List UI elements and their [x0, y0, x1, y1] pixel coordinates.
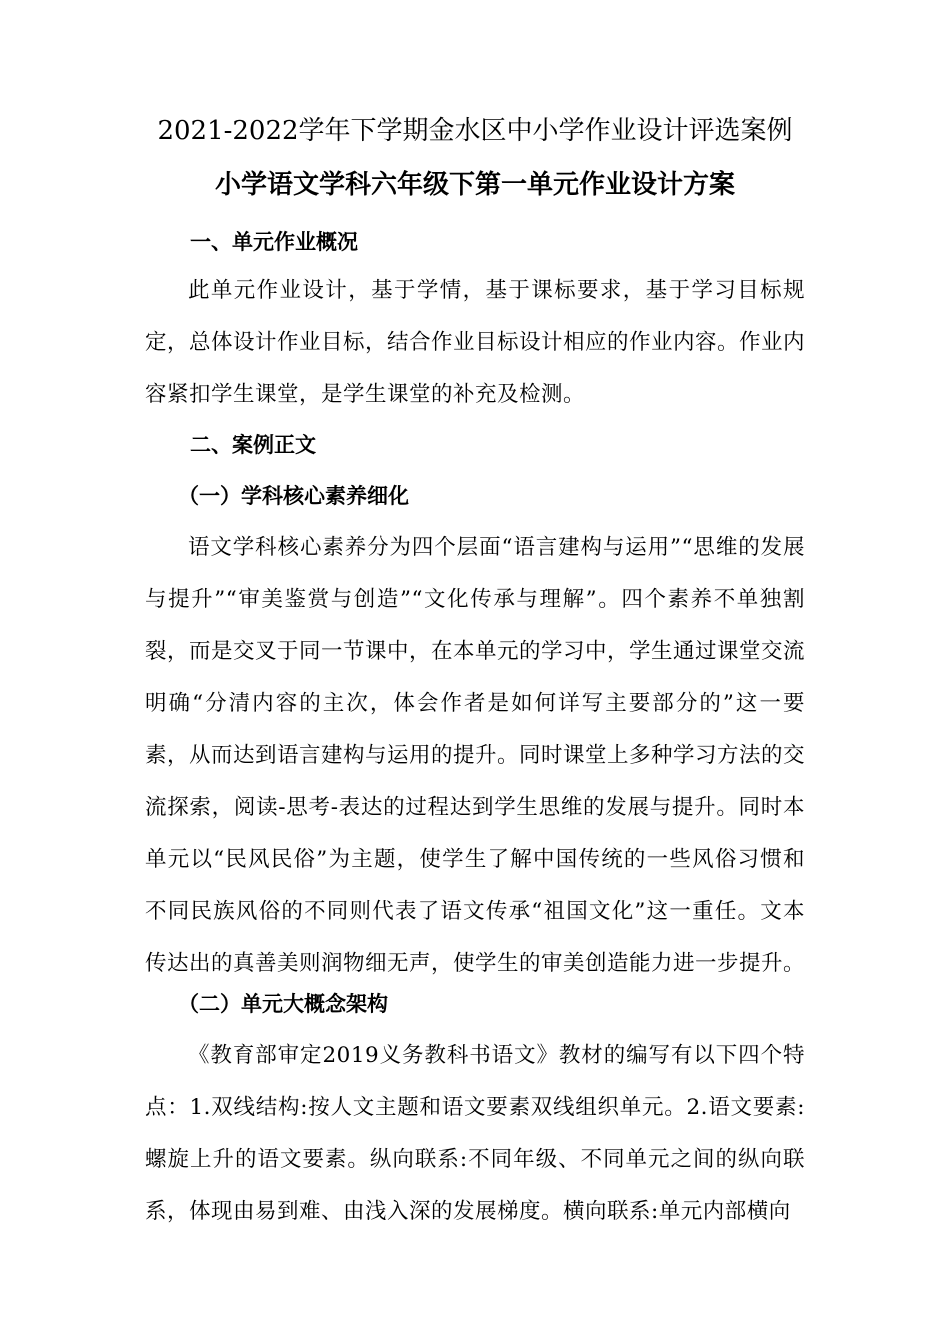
- subsection-heading-core-literacy: （一）学科核心素养细化: [178, 484, 409, 508]
- section-heading-overview: 一、单元作业概况: [190, 230, 358, 254]
- document-title: 2021-2022学年下学期金水区中小学作业设计评选案例: [157, 116, 793, 146]
- document-subtitle: 小学语文学科六年级下第一单元作业设计方案: [214, 170, 735, 200]
- subsection-paragraph-unit-concept: 《教育部审定2019义务教科书语文》教材的编写有以下四个特点：1.双线结构:按人文主题和语文要素双线组织单元。2.语文要素:螺旋上升的语文要素。纵向联系:不同年级、不同单元之间的纵向联系，体现由易到难、由浅入深的发展梯度。横向联系:单元内部横向: [145, 1043, 805, 1224]
- section-heading-case: 二、案例正文: [190, 433, 316, 457]
- section-paragraph-overview: 此单元作业设计，基于学情，基于课标要求，基于学习目标规定，总体设计作业目标，结合作业目标设计相应的作业内容。作业内容紧扣学生课堂，是学生课堂的补充及检测。: [145, 278, 806, 407]
- subsection-paragraph-core-literacy: 语文学科核心素养分为四个层面“语言建构与运用”“思维的发展与提升”“审美鉴赏与创造”“文化传承与理解”。四个素养不单独割裂，而是交叉于同一节课中，在本单元的学习中，学生通过课堂交流明确“分清内容的主次，体会作者是如何详写主要部分的”这一要素，从而达到语言建构与运用的提升。同时课堂上多种学习方法的交流探索，阅读-思考-表达的过程达到学生思维的发展与提升。同时本单元以“民风民俗”为主题，使学生了解中国传统的一些风俗习惯和不同民族风俗的不同则代表了语文传承“祖国文化”这一重任。文本传达出的真善美则润物细无声，使学生的审美创造能力进一步提升。: [145, 535, 806, 976]
- subsection-heading-unit-concept: （二）单元大概念架构: [178, 992, 388, 1016]
